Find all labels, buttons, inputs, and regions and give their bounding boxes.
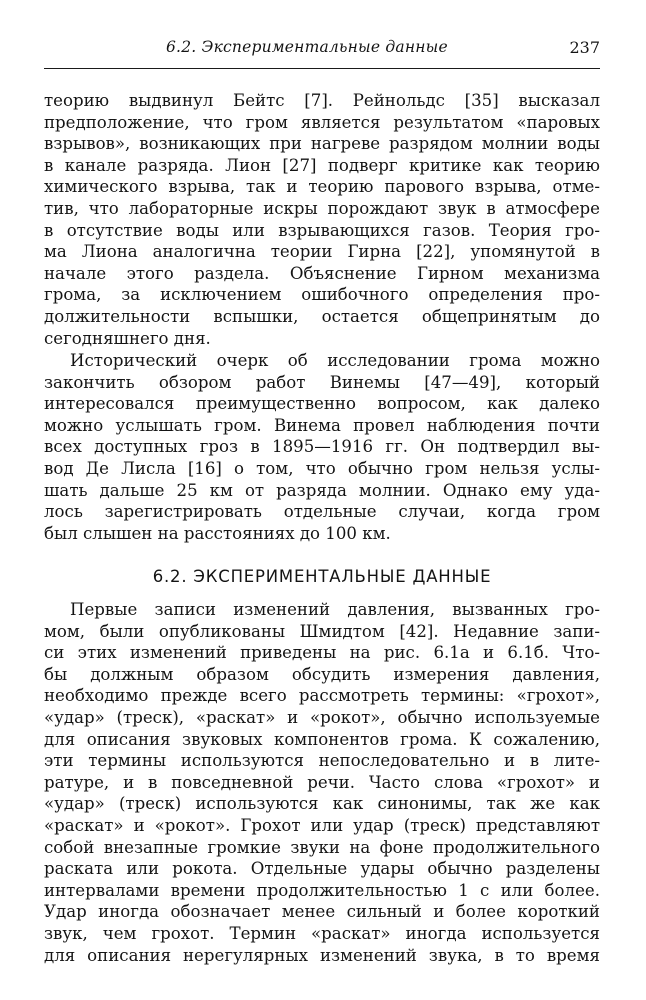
text-line: интервалами времени продолжительностью 1 с или более. (44, 880, 600, 900)
running-head (44, 38, 600, 62)
text-line: химического взрыва, так и теорию парового взрыва, отме- (44, 177, 600, 197)
text-line: мом, были опубликованы Шмидтом [42]. Недавние запи- (44, 621, 600, 641)
text-line: «удар» (треск), «раскат» и «рокот», обычно используемые (44, 707, 600, 727)
text-line: должительности вспышки, остается общепринятым до (44, 306, 600, 326)
text-line: ма Лиона аналогична теории Гирна [22], упомянутой в (44, 242, 600, 262)
text-line: шать дальше 25 км от разряда молнии. Однако ему уда- (44, 480, 600, 500)
text-line: собой внезапные громкие звуки на фоне продолжительного (44, 837, 600, 857)
text-line: необходимо прежде всего рассмотреть термины: «грохот», (44, 686, 600, 706)
text-line: в отсутствие воды или взрывающихся газов. Теория гро- (44, 220, 600, 240)
text-line: можно услышать гром. Винема провел наблюдения почти (44, 415, 600, 435)
text-line: си этих изменений приведены на рис. 6.1а и 6.1б. Что- (44, 643, 600, 663)
text-line: Исторический очерк об исследовании грома можно (70, 351, 600, 370)
text-line: начале этого раздела. Объяснение Гирном механизма (44, 263, 600, 283)
text-line: вод Де Лисла [16] о том, что обычно гром нельзя услы- (44, 458, 600, 478)
text-line: был слышен на расстояниях до 100 км. (44, 523, 391, 543)
text-line: в канале разряда. Лион [27] подверг критике как теорию (44, 155, 600, 175)
text-line: бы должным образом обсудить измерения давления, (44, 664, 600, 684)
text-line: для описания звуковых компонентов грома. К сожалению, (44, 729, 600, 749)
text-line: взрывов», возникающих при нагреве разрядом молнии воды (44, 134, 600, 154)
text-line: грома, за исключением ошибочного определения про- (44, 285, 600, 305)
text-line: ратуре, и в повседневной речи. Часто слова «грохот» и (44, 772, 600, 792)
text-line: закончить обзором работ Винемы [47—49], который (44, 372, 600, 392)
running-head-title: 6.2. Экспериментальные данные (166, 38, 448, 56)
paragraph-2 (44, 350, 600, 544)
text-line: Первые записи изменений давления, вызванных гро- (70, 600, 600, 619)
text-line: предположение, что гром является результатом «паровых (44, 112, 600, 132)
text-line: для описания нерегулярных изменений звука, в то время (44, 945, 600, 965)
section-heading: 6.2. ЭКСПЕРИМЕНТАЛЬНЫЕ ДАННЫЕ (152, 567, 492, 586)
text-line: тив, что лабораторные искры порождают звук в атмосфере (44, 198, 600, 218)
text-line: раската или рокота. Отдельные удары обычно разделены (44, 859, 600, 879)
text-line: Удар иногда обозначает менее сильный и более короткий (44, 902, 600, 922)
paragraph-3 (44, 599, 600, 966)
text-line: теорию выдвинул Бейтс [7]. Рейнольдс [35] высказал (44, 91, 600, 110)
text-line: «удар» (треск) используются как синонимы, так же как (44, 794, 600, 814)
text-line: интересовался преимущественно вопросом, как далеко (44, 394, 600, 414)
header-rule (44, 68, 600, 69)
paragraph-1 (44, 90, 600, 349)
page-number: 237 (569, 38, 600, 57)
text-line: лось зарегистрировать отдельные случаи, когда гром (44, 502, 600, 522)
text-line: звук, чем грохот. Термин «раскат» иногда используется (44, 923, 600, 943)
text-line: всех доступных гроз в 1895—1916 гг. Он подтвердил вы- (44, 437, 600, 457)
text-line: «раскат» и «рокот». Грохот или удар (треск) представляют (44, 815, 600, 835)
text-line: эти термины используются непоследовательно и в лите- (44, 751, 600, 771)
text-line: сегодняшнего дня. (44, 328, 211, 348)
